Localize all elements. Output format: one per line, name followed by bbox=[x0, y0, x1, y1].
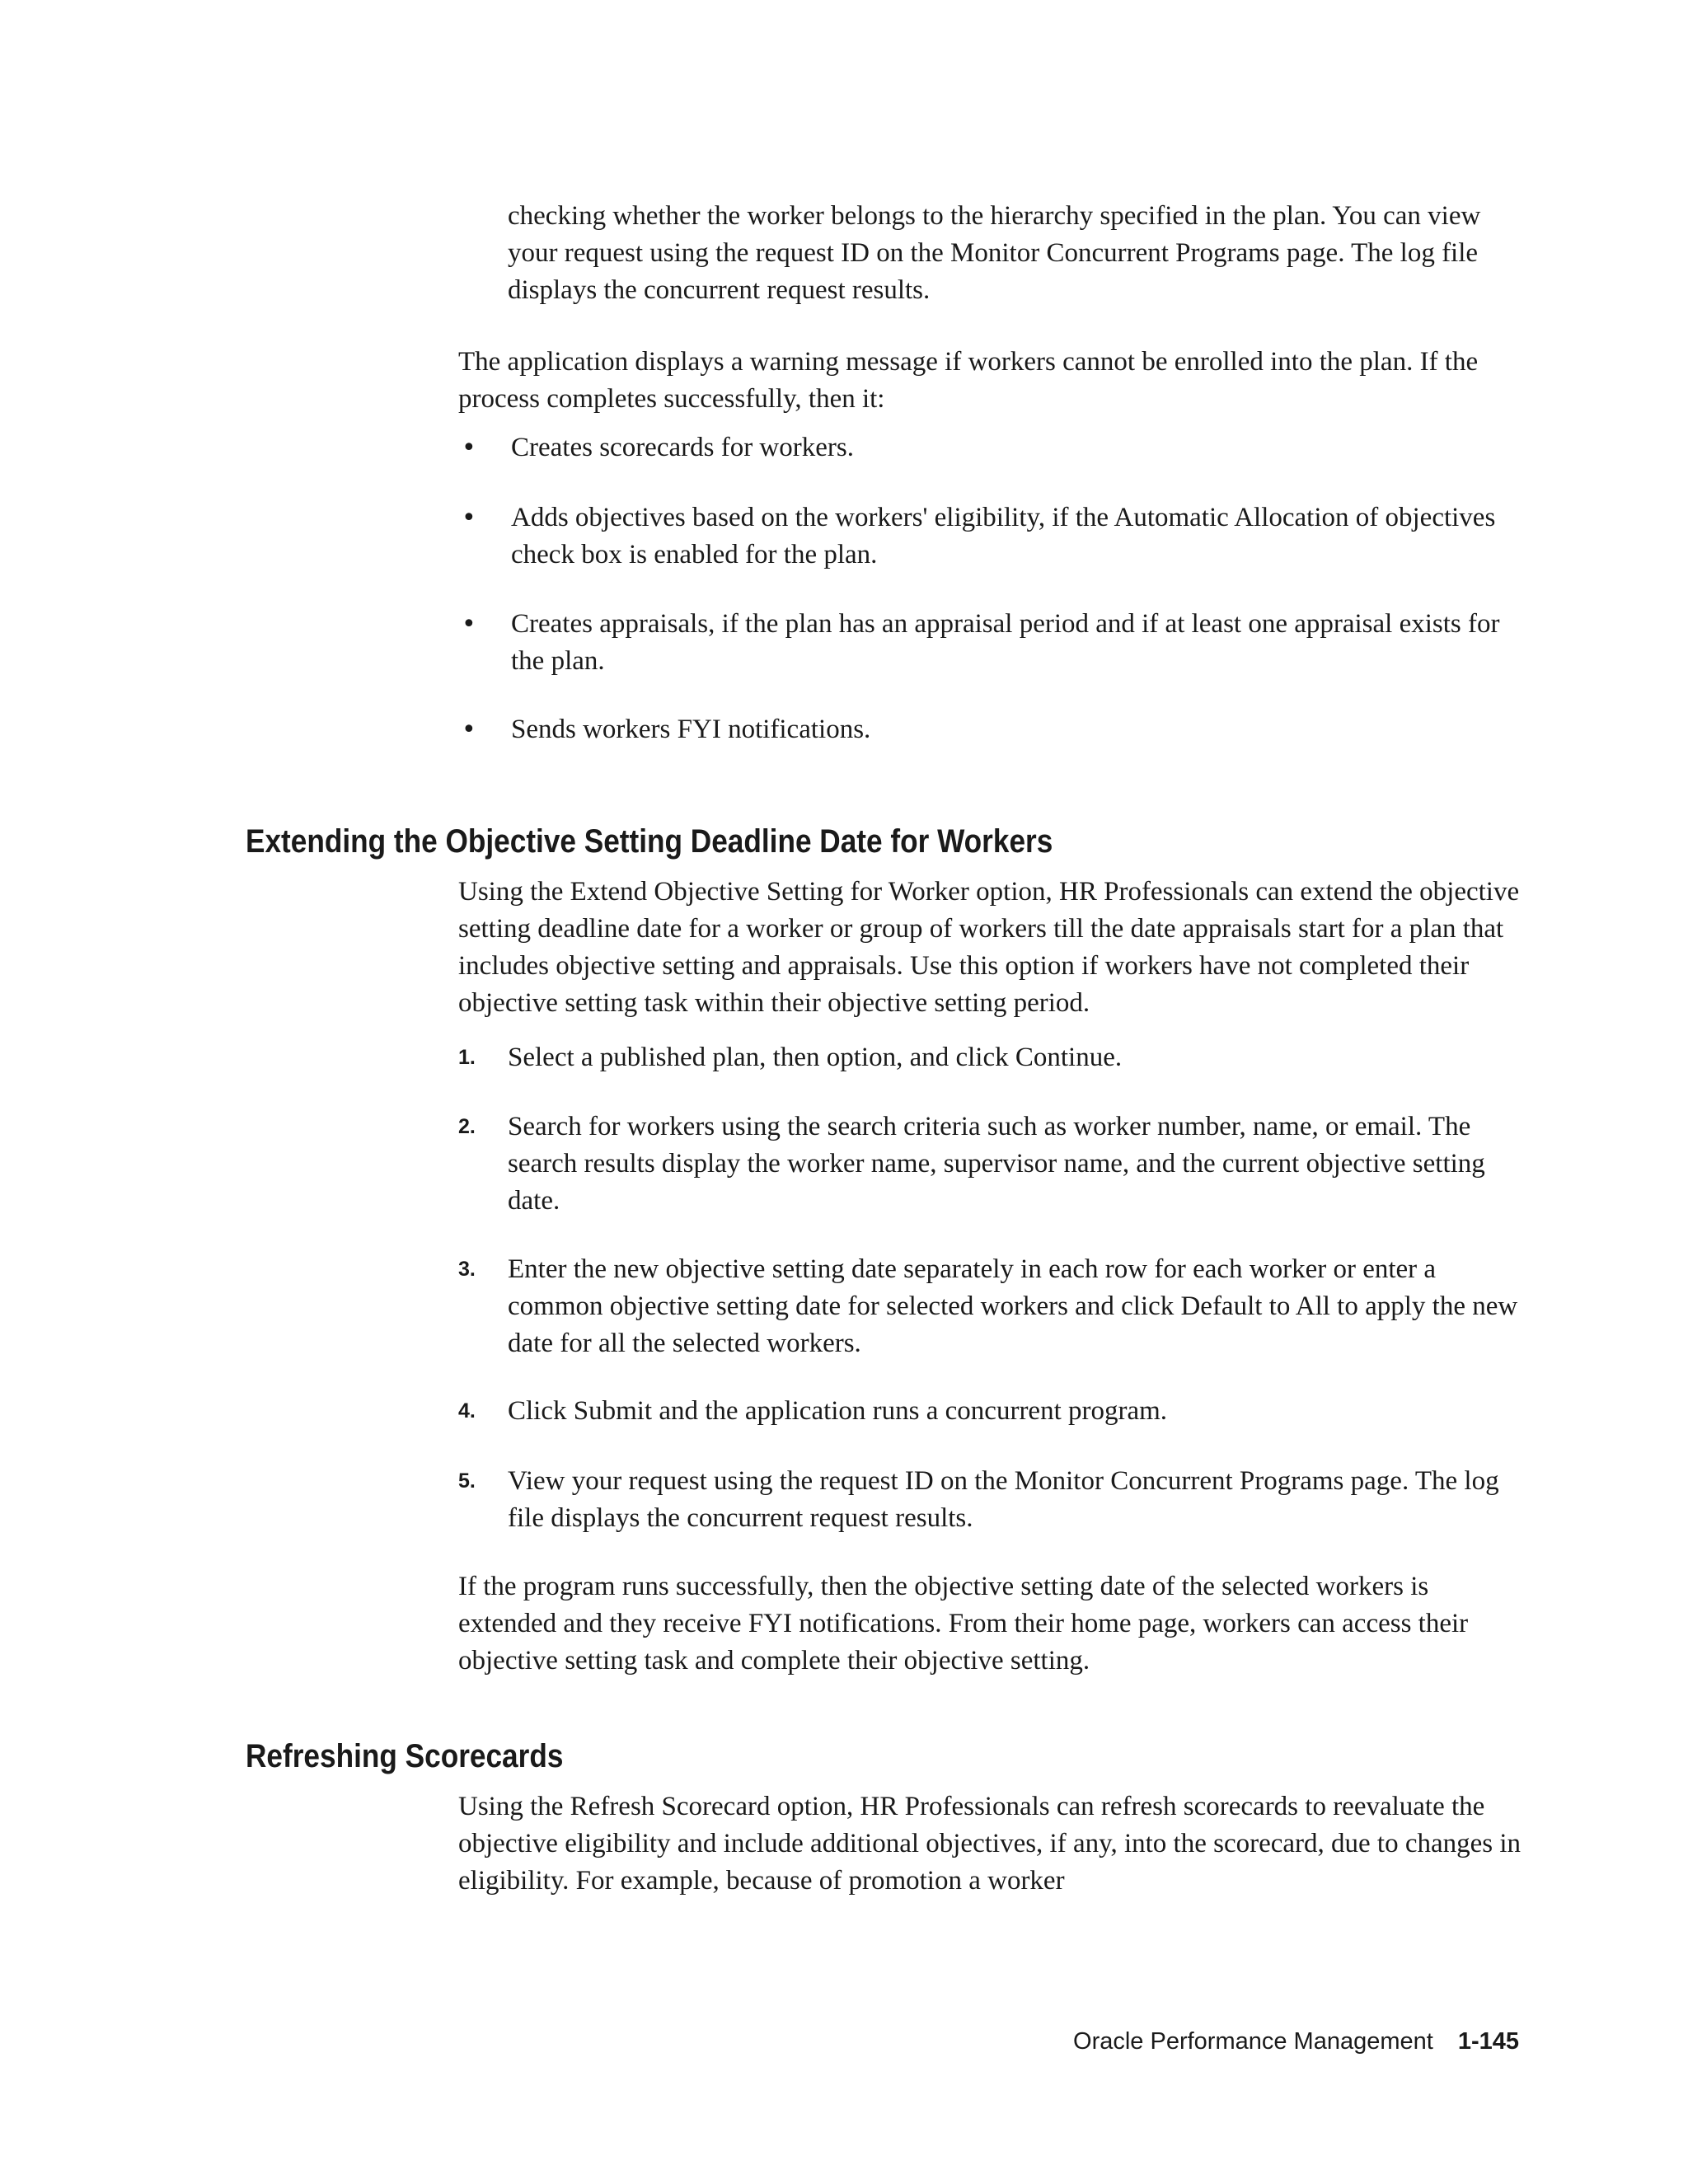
list-item bbox=[458, 1039, 1530, 1076]
list-item bbox=[458, 711, 1530, 748]
refresh-intro-paragraph: Using the Refresh Scorecard option, HR Professionals can refresh scorecards to reevaluate the objective eligibility and include additional objectives, if any, into the scorecard, due to changes in eligibility. For example, because of promotion a worker bbox=[458, 1792, 1522, 1896]
list-item-text: Sends workers FYI notifications. bbox=[511, 715, 871, 744]
warning-paragraph: The application displays a warning message if workers cannot be enrolled into the plan. If the process completes successfully, then it: bbox=[458, 347, 1479, 414]
list-item bbox=[458, 1393, 1530, 1430]
bullet-marker: • bbox=[462, 434, 476, 462]
list-item-text: Creates appraisals, if the plan has an appraisal period and if at least one appraisal exists for the plan. bbox=[511, 609, 1500, 676]
step-number: 3. bbox=[458, 1258, 476, 1281]
footer-title: Oracle Performance Management bbox=[1073, 2028, 1433, 2055]
bullet-marker: • bbox=[462, 715, 476, 744]
page-number: 1-145 bbox=[1457, 2028, 1519, 2055]
list-item-text: Creates scorecards for workers. bbox=[511, 433, 854, 462]
page-footer bbox=[1073, 2025, 1519, 2058]
extend-intro-paragraph: Using the Extend Objective Setting for Worker option, HR Professionals can extend the objective setting deadline date for a worker or group of workers till the date appraisals start for a plan that includes objective setting and appraisals. Use this option if workers have not completed their objective setting task within their objective setting period. bbox=[458, 877, 1520, 1018]
list-item bbox=[458, 1463, 1530, 1537]
bullet-marker: • bbox=[462, 610, 476, 639]
list-item bbox=[458, 429, 1530, 466]
extend-outro-paragraph: If the program runs successfully, then the objective setting date of the selected workers is extended and they receive FYI notifications. From their home page, workers can access their objective setting task and complete their objective setting. bbox=[458, 1572, 1469, 1675]
list-item bbox=[458, 499, 1530, 574]
list-item bbox=[458, 1108, 1530, 1220]
step-number: 4. bbox=[458, 1399, 476, 1422]
step-number: 5. bbox=[458, 1469, 476, 1493]
list-item bbox=[458, 606, 1530, 680]
step-text: Select a published plan, then option, and click Continue. bbox=[508, 1043, 1123, 1072]
continuation-paragraph: checking whether the worker belongs to the hierarchy specified in the plan. You can view your request using the request ID on the Monitor Concurrent Programs page. The log file displays the concurrent request results. bbox=[508, 201, 1481, 305]
step-text: Search for workers using the search criteria such as worker number, name, or email. The search results display the worker name, supervisor name, and the current objective setting date. bbox=[508, 1112, 1485, 1216]
step-number: 1. bbox=[458, 1046, 476, 1069]
section-heading-refresh: Refreshing Scorecards bbox=[246, 1738, 564, 1774]
step-number: 2. bbox=[458, 1115, 476, 1138]
step-text: View your request using the request ID on the Monitor Concurrent Programs page. The log file displays the concurrent request results. bbox=[508, 1466, 1499, 1533]
step-text: Enter the new objective setting date separately in each row for each worker or enter a common objective setting date for selected workers and click Default to All to apply the new date for all the selected workers. bbox=[508, 1254, 1518, 1358]
section-heading-extend: Extending the Objective Setting Deadline Date for Workers bbox=[246, 823, 1053, 860]
list-item bbox=[458, 1251, 1530, 1362]
list-item-text: Adds objectives based on the workers' eligibility, if the Automatic Allocation of objectives check box is enabled for the plan. bbox=[511, 503, 1496, 569]
step-text: Click Submit and the application runs a concurrent program. bbox=[508, 1396, 1168, 1426]
bullet-marker: • bbox=[462, 504, 476, 532]
